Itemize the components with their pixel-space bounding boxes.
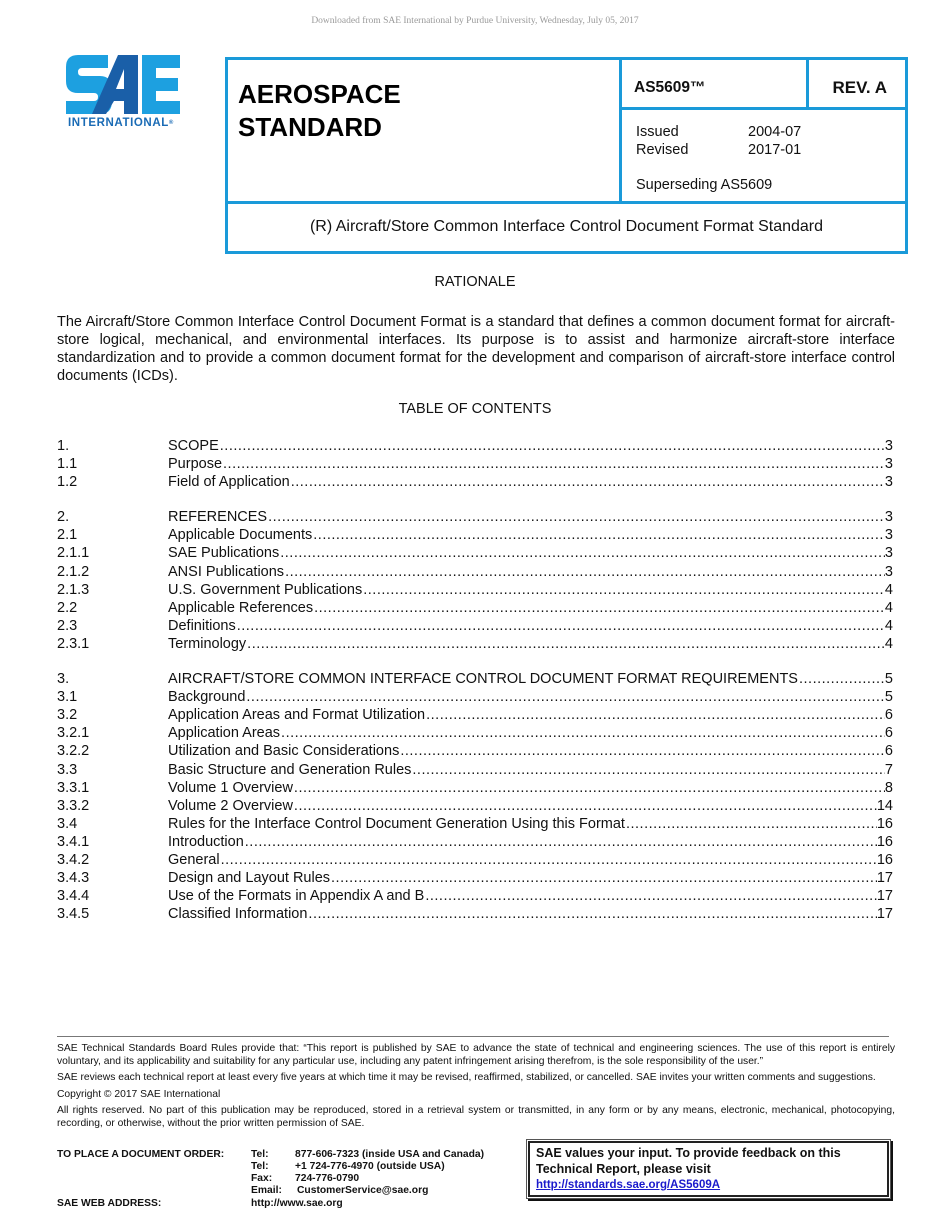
toc-entry-title: Rules for the Interface Control Document Generation Using this Format (168, 815, 625, 832)
contact-value: 724-776-0790 (295, 1173, 360, 1184)
toc-entry[interactable] (57, 815, 893, 833)
revised-value: 2017-01 (748, 142, 802, 158)
toc-leader-dots (281, 724, 885, 742)
toc-entry-number: 3.2 (57, 707, 78, 724)
toc-leader-dots (220, 437, 885, 455)
toc-entry-page: 6 (884, 743, 893, 760)
toc-entry-number: 3.4.5 (57, 906, 90, 923)
toc-entry[interactable] (57, 526, 893, 544)
toc-leader-dots (245, 833, 877, 851)
issued-label: Issued (636, 124, 679, 140)
toc-entry[interactable] (57, 670, 893, 688)
toc-entry-number: 1.1 (57, 456, 78, 473)
toc-entry-title: Terminology (168, 635, 247, 652)
toc-leader-dots (247, 635, 885, 653)
toc-leader-dots (268, 508, 885, 526)
toc-entry-page: 3 (884, 545, 893, 562)
toc-entry-page: 4 (884, 599, 893, 616)
toc-entry-number: 3.4 (57, 815, 78, 832)
toc-entry-title: Field of Application (168, 474, 290, 491)
feedback-link[interactable]: http://standards.sae.org/AS5609A (536, 1179, 721, 1191)
toc-entry[interactable] (57, 544, 893, 562)
toc-entry[interactable] (57, 635, 893, 653)
toc-leader-dots (285, 563, 885, 581)
toc-entry-title: Basic Structure and Generation Rules (168, 761, 412, 778)
toc-entry[interactable] (57, 688, 893, 706)
toc-entry[interactable] (57, 437, 893, 455)
toc-leader-dots (314, 599, 885, 617)
feedback-box (526, 1139, 891, 1199)
toc-entry[interactable] (57, 833, 893, 851)
toc-entry-page: 17 (876, 888, 893, 905)
web-label: SAE WEB ADDRESS: (57, 1198, 162, 1209)
toc-entry-page: 8 (884, 779, 893, 796)
toc-entry[interactable] (57, 905, 893, 923)
toc-entry-title: SAE Publications (168, 545, 280, 562)
toc-entry-title: Definitions (168, 617, 236, 634)
toc-entry[interactable] (57, 706, 893, 724)
toc-entry-number: 1. (57, 438, 70, 454)
toc-entry-number: 3.3.1 (57, 779, 90, 796)
toc-group-spacer (57, 491, 893, 508)
toc-entry[interactable] (57, 581, 893, 599)
order-label: TO PLACE A DOCUMENT ORDER: (57, 1149, 225, 1160)
revision: REV. A (832, 78, 887, 97)
doc-number: AS5609™ (634, 79, 706, 96)
toc-entry-title: SCOPE (168, 438, 219, 454)
toc-entry-page: 3 (884, 527, 893, 544)
toc-entry-number: 3.3 (57, 761, 78, 778)
toc-entry-title: Applicable References (168, 599, 314, 616)
toc-entry-page: 6 (884, 707, 893, 724)
toc-entry-title: Application Areas (168, 725, 281, 742)
toc-leader-dots (331, 869, 877, 887)
toc-entry[interactable] (57, 869, 893, 887)
toc-entry-page: 16 (876, 851, 893, 868)
toc-entry-number: 3.1 (57, 689, 78, 706)
download-watermark: Downloaded from SAE International by Purdue University, Wednesday, July 05, 2017 (311, 16, 639, 26)
toc-entry-page: 17 (876, 906, 893, 923)
toc-entry[interactable] (57, 455, 893, 473)
toc-entry[interactable] (57, 617, 893, 635)
toc-entry[interactable] (57, 797, 893, 815)
toc-entry-number: 3.2.1 (57, 725, 90, 742)
toc-entry-number: 3.4.1 (57, 833, 90, 850)
toc-entry-number: 2.2 (57, 599, 78, 616)
toc-entry-page: 14 (876, 797, 893, 814)
toc-entry-number: 3.4.3 (57, 870, 90, 887)
toc-group-spacer (57, 653, 893, 670)
toc-entry-page: 7 (884, 761, 893, 778)
footer-legal (57, 1043, 895, 1134)
toc-entry-number: 3. (57, 671, 70, 688)
toc-entry-page: 6 (884, 725, 893, 742)
sae-logo-icon (66, 55, 191, 117)
toc-entry-title: Volume 1 Overview (168, 779, 293, 796)
contact-key: Tel: (251, 1161, 269, 1172)
toc-entry[interactable] (57, 779, 893, 797)
toc-entry-number: 2.1.2 (57, 563, 90, 580)
rights-text: All rights reserved. No part of this publication may be reproduced, stored in a retrieval system or transmitted, in any form or by any means, electronic, mechanical, photocopying, recording, or otherwise, without the prior written permission of SAE. (57, 1105, 895, 1129)
toc-entry[interactable] (57, 887, 893, 905)
toc-leader-dots (363, 581, 885, 599)
logo-subtitle: INTERNATIONAL® (68, 117, 174, 129)
revision-cell (809, 60, 905, 110)
toc-entry[interactable] (57, 761, 893, 779)
toc-entry-number: 3.4.2 (57, 851, 90, 868)
toc-entry-page: 3 (884, 509, 893, 526)
web-address[interactable]: http://www.sae.org (251, 1198, 343, 1209)
toc-heading: TABLE OF CONTENTS (398, 401, 552, 417)
toc-leader-dots (425, 887, 877, 905)
toc-entry-number: 2.3.1 (57, 635, 90, 652)
issued-value: 2004-07 (748, 124, 802, 140)
doc-title-cell (228, 201, 905, 251)
toc-entry[interactable] (57, 473, 893, 491)
toc-leader-dots (291, 473, 885, 491)
toc-leader-dots (294, 797, 877, 815)
toc-entry-page: 16 (876, 815, 893, 832)
superseding: Superseding AS5609 (636, 177, 773, 193)
toc-entry-page: 3 (884, 456, 893, 473)
toc-entry-title: Purpose (168, 456, 223, 473)
board-rules-text: SAE Technical Standards Board Rules provide that: “This report is published by SAE to advance the state of technical and engineering sciences. The use of this report is entirely voluntary, and its applicability and suitability for any particular use, including any patent infringement arising therefrom, is the sole responsibility of the user.” (57, 1043, 895, 1067)
toc-leader-dots (400, 742, 885, 760)
toc-entry-number: 3.4.4 (57, 888, 90, 905)
toc-entry-number: 3.2.2 (57, 743, 90, 760)
rationale-text: The Aircraft/Store Common Interface Control Document Format is a standard that defines a common document format for aircraft-store logical, mechanical, and environmental interfaces. Its purpose is to assist and harmonize aircraft-store interface standardization and to provide a common document format for the development and comparison of aircraft-store interface control documents (ICDs). (57, 314, 895, 384)
toc-entry[interactable] (57, 599, 893, 617)
toc-entry-title: AIRCRAFT/STORE COMMON INTERFACE CONTROL DOCUMENT FORMAT REQUIREMENTS (168, 671, 798, 688)
toc-leader-dots (626, 815, 877, 833)
standard-type-cell (228, 60, 622, 201)
toc-entry-page: 5 (884, 689, 893, 706)
toc-leader-dots (308, 905, 876, 923)
toc-leader-dots (223, 455, 885, 473)
feedback-text: SAE values your input. To provide feedback on this Technical Report, please visit http://standards.sae.org/AS5609A (536, 1146, 841, 1191)
standard-type-title: AEROSPACE STANDARD (238, 79, 401, 142)
toc-entry-title: U.S. Government Publications (168, 581, 363, 598)
toc-leader-dots (237, 617, 885, 635)
toc-entry-number: 2.1.1 (57, 545, 90, 562)
toc-entry-number: 2.3 (57, 617, 78, 634)
toc-entry-number: 2. (57, 509, 70, 526)
toc-entry-page: 17 (876, 870, 893, 887)
toc-entry[interactable] (57, 742, 893, 760)
toc-entry-title: ANSI Publications (168, 563, 285, 580)
contact-value: 877-606-7323 (inside USA and Canada) (295, 1149, 485, 1160)
toc-entry-number: 1.2 (57, 474, 78, 491)
toc-entry-page: 4 (884, 635, 893, 652)
toc-leader-dots (426, 706, 885, 724)
contact-value: +1 724-776-4970 (outside USA) (295, 1161, 445, 1172)
toc-entry-title: REFERENCES (168, 509, 268, 526)
toc-entry-title: Classified Information (168, 906, 308, 923)
toc-leader-dots (246, 688, 885, 706)
rationale-heading: RATIONALE (434, 274, 516, 290)
document-header-box (225, 57, 908, 254)
toc-entry-title: Utilization and Basic Considerations (168, 743, 400, 760)
toc-entry[interactable] (57, 563, 893, 581)
doc-title: (R) Aircraft/Store Common Interface Control Document Format Standard (309, 218, 824, 235)
toc-entry-number: 3.3.2 (57, 797, 90, 814)
toc-leader-dots (280, 544, 885, 562)
toc-entry[interactable] (57, 508, 893, 526)
toc-entry-title: Application Areas and Format Utilization (168, 707, 426, 724)
copyright-text: Copyright © 2017 SAE International (57, 1088, 221, 1100)
toc-entry-number: 2.1.3 (57, 581, 90, 598)
toc-entry-page: 3 (884, 438, 893, 454)
toc-entry-number: 2.1 (57, 527, 78, 544)
email-value[interactable]: CustomerService@sae.org (297, 1185, 429, 1196)
toc-leader-dots (294, 779, 885, 797)
toc-entry[interactable] (57, 851, 893, 869)
toc-leader-dots (799, 670, 885, 688)
revised-label: Revised (636, 142, 689, 158)
table-of-contents (57, 437, 893, 923)
toc-entry-page: 3 (884, 474, 893, 491)
contact-key: Fax: (251, 1173, 273, 1184)
toc-entry-title: Use of the Formats in Appendix A and B (168, 888, 425, 905)
toc-entry-title: General (168, 851, 220, 868)
dates-cell (622, 110, 905, 201)
toc-entry-title: Volume 2 Overview (168, 797, 293, 814)
toc-entry-page: 4 (884, 581, 893, 598)
toc-entry-title: Design and Layout Rules (168, 870, 331, 887)
toc-entry-title: Applicable Documents (168, 527, 313, 544)
toc-entry-page: 3 (884, 563, 893, 580)
toc-entry-page: 5 (884, 671, 893, 688)
toc-entry-title: Background (168, 689, 246, 706)
toc-leader-dots (412, 761, 885, 779)
toc-leader-dots (221, 851, 877, 869)
doc-number-cell (622, 60, 809, 110)
toc-entry-page: 4 (884, 617, 893, 634)
contact-key: Tel: (251, 1149, 269, 1160)
toc-entry-page: 16 (876, 833, 893, 850)
contact-key: Email: (251, 1185, 282, 1196)
toc-entry[interactable] (57, 724, 893, 742)
toc-leader-dots (313, 526, 885, 544)
footer-divider (57, 1036, 889, 1037)
review-text: SAE reviews each technical report at least every five years at which time it may be revised, reaffirmed, stabilized, or cancelled. SAE invites your written comments and suggestions. (57, 1072, 876, 1083)
toc-entry-title: Introduction (168, 833, 244, 850)
